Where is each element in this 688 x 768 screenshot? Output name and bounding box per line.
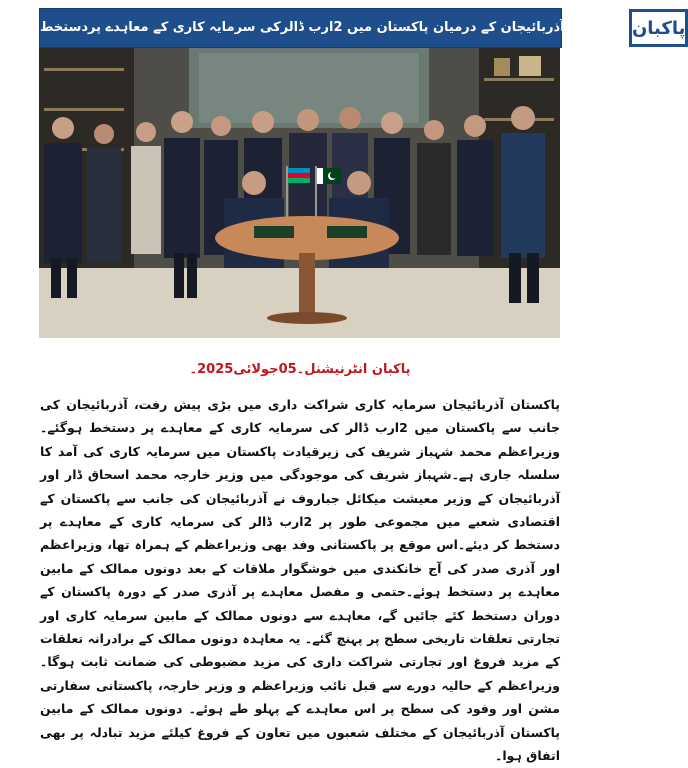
headline: پاکستان آذربائیجان کے درمیان پاکستان میں 2ارب ڈالرکی سرمایہ کاری کے معاہدے پردستخط	[40, 20, 621, 35]
header-bar	[39, 8, 686, 48]
dateline: پاکبان انٹرنیشنل۔05جولائی2025۔	[189, 362, 411, 377]
photo-illustration	[39, 48, 560, 338]
brand-logo: پاکبان	[629, 9, 688, 47]
article-body: پاکستان آذربائیجان سرمایہ کاری شراکت داری میں بڑی پیش رفت، آذربائیجان کی جانب سے پاکستان میں 2ارب ڈالر کی سرمایہ کاری کے معاہدے پر دستخط ہوگئے۔ وزیراعظم محمد شہباز شریف کی زیرقیادت پاکستان میں سرمایہ کاری کی آمد کا سلسلہ جاری ہے۔شہباز شریف کی موجودگی میں وزیر خارجہ محمد اسحاق ڈار اور آذربائیجان کے وزیر معیشت میکائل جباروف نے آذربائیجان کی جانب سے پاکستان کے اقتصادی شعبے میں مجموعی طور پر 2ارب ڈالر کی سرمایہ کاری کے معاہدے پر دستخط کر دیئے۔اس موقع پر پاکستانی وفد بھی وزیراعظم کے ہمراہ تھا، وزیراعظم اور آذری صدر کی آج خانکندی میں خوشگوار ملاقات کے بعد دونوں ممالک کے مابین معاہدے پر دستخط ہوئے۔حتمی و مفصل معاہدے پر آذری صدر کے دورہ پاکستان کے دوران دستخط کئے جائیں گے، معاہدے سے دونوں ممالک کے مابین سرمایہ کاری اور تجارتی تعلقات تاریخی سطح پر پہنچ گئے۔ یہ معاہدہ دونوں ممالک کے برادرانہ تعلقات کے مزید فروغ اور تجارتی شراکت داری کی مزید مضبوطی کی ضمانت ثابت ہوگا۔ وزیراعظم کے حالیہ دورے سے قبل نائب وزیراعظم و وزیر خارجہ، پاکستانی سفارتی مشن اور وفود کی سطح پر اس معاہدے کے پہلو طے ہوئے۔ دونوں ممالک کے مابین پاکستان آذربائیجان کے مختلف شعبوں میں تعاون کے فروغ کیلئے مزید تبادلہ پر بھی اتفاق ہوا۔	[40, 397, 561, 764]
signing-ceremony-photo	[39, 48, 560, 338]
